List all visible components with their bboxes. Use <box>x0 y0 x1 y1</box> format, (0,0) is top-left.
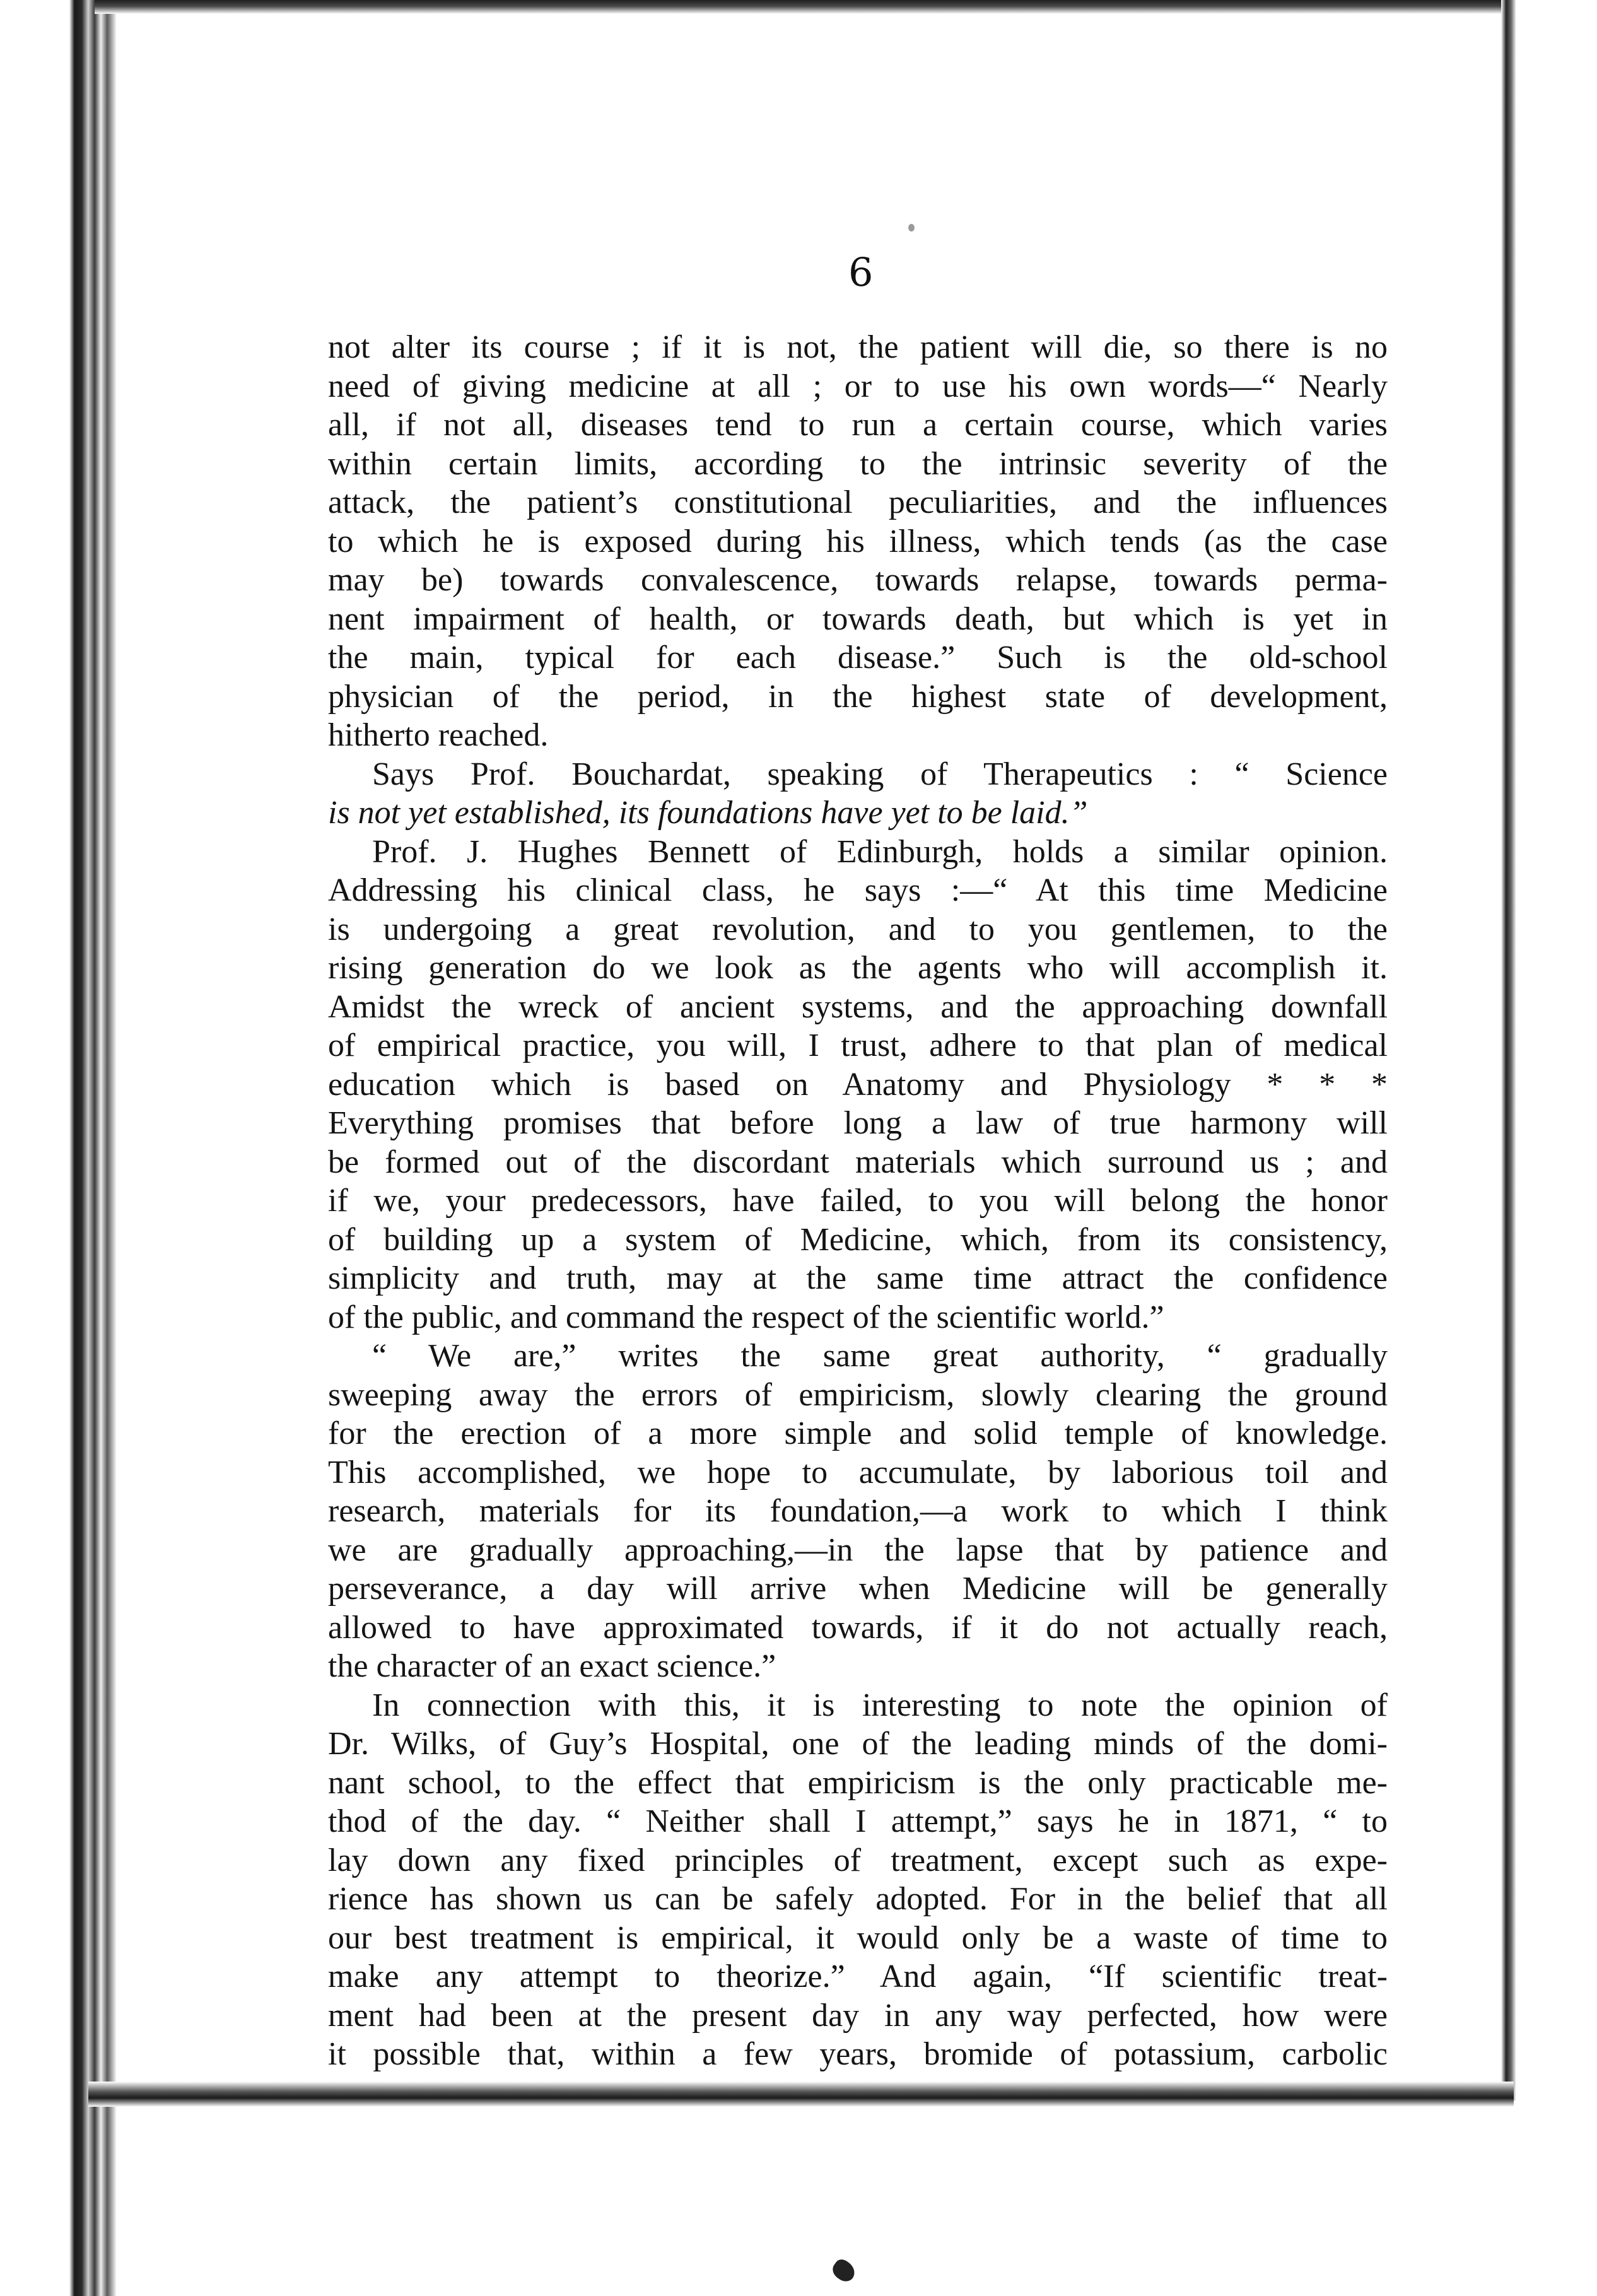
page-top-edge <box>95 0 1507 14</box>
text-line: rience has shown us can be safely adopted. For in the belief that all <box>328 1881 1388 1917</box>
text-line: within certain limits, according to the intrinsic severity of the <box>328 445 1388 482</box>
text-line: need of giving medicine at all ; or to use his own words—“ Nearly <box>328 368 1388 404</box>
scan-smudge <box>829 2256 859 2285</box>
text-line: make any attempt to theorize.” And again, “If scientific treat- <box>328 1959 1388 1994</box>
text-line: of empirical practice, you will, I trust, adhere to that plan of medical <box>328 1028 1388 1063</box>
text-line: thod of the day. “ Neither shall I attempt,” says he in 1871, “ to <box>328 1803 1388 1839</box>
text-line: “ We are,” writes the same great authority, “ gradually <box>372 1338 1388 1374</box>
text-line: nant school, to the effect that empiricism is the only practicable me- <box>328 1764 1388 1801</box>
text-line: This accomplished, we hope to accumulate, by laborious toil and <box>328 1454 1388 1491</box>
text-line: the character of an exact science.” <box>328 1648 776 1684</box>
text-line: Prof. J. Hughes Bennett of Edinburgh, holds a similar opinion. <box>372 833 1388 870</box>
text-line: of the public, and command the respect of the scientific world.” <box>328 1299 1164 1335</box>
text-line: Says Prof. Bouchardat, speaking of Therapeutics : “ Science <box>372 756 1388 792</box>
text-line: rising generation do we look as the agents who will accomplish it. <box>328 950 1388 986</box>
text-line: it possible that, within a few years, bromide of potassium, carbolic <box>328 2036 1388 2072</box>
text-line: nent impairment of health, or towards death, but which is yet in <box>328 600 1388 637</box>
text-line: In connection with this, it is interesting to note the opinion of <box>372 1687 1388 1723</box>
text-line: lay down any fixed principles of treatment, except such as expe- <box>328 1842 1388 1878</box>
text-line: for the erection of a more simple and solid temple of knowledge. <box>328 1415 1388 1451</box>
text-line: education which is based on Anatomy and Physiology * * * <box>328 1066 1388 1103</box>
body-text <box>328 328 1388 2074</box>
scan-dust-speck <box>908 224 915 231</box>
book-binding-edge <box>0 0 126 2296</box>
text-line: we are gradually approaching,—in the lapse that by patience and <box>328 1532 1388 1568</box>
text-line: Dr. Wilks, of Guy’s Hospital, one of the leading minds of the domi- <box>328 1726 1388 1762</box>
text-line: not alter its course ; if it is not, the patient will die, so there is no <box>328 329 1388 365</box>
text-line: Everything promises that before long a law of true harmony will <box>328 1105 1388 1141</box>
text-line: attack, the patient’s constitutional peculiarities, and the influences <box>328 484 1388 520</box>
page-number: 6 <box>848 249 874 295</box>
text-line: simplicity and truth, may at the same time attract the confidence <box>328 1260 1388 1296</box>
text-line: Addressing his clinical class, he says :—“ At this time Medicine <box>328 872 1388 908</box>
text-line: perseverance, a day will arrive when Medicine will be generally <box>328 1571 1388 1607</box>
text-line: is not yet established, its foundations have yet to be laid.” <box>328 795 1088 831</box>
text-line: if we, your predecessors, have failed, to you will belong the honor <box>328 1183 1388 1219</box>
text-line: allowed to have approximated towards, if it do not actually reach, <box>328 1609 1388 1646</box>
text-line: hitherto reached. <box>328 717 549 753</box>
text-line: Amidst the wreck of ancient systems, and the approaching downfall <box>328 988 1388 1025</box>
text-line: be formed out of the discordant materials which surround us ; and <box>328 1144 1388 1180</box>
text-line: physician of the period, in the highest state of development, <box>328 678 1388 715</box>
text-line: the main, typical for each disease.” Such is the old-school <box>328 640 1388 676</box>
text-line: is undergoing a great revolution, and to you gentlemen, to the <box>328 911 1388 947</box>
text-line: ment had been at the present day in any way perfected, how were <box>328 1997 1388 2034</box>
text-line: all, if not all, diseases tend to run a certain course, which varies <box>328 407 1388 443</box>
text-line: to which he is exposed during his illness, which tends (as the case <box>328 523 1388 559</box>
text-line: of building up a system of Medicine, which, from its consistency, <box>328 1221 1388 1258</box>
text-line: may be) towards convalescence, towards relapse, towards perma- <box>328 562 1388 598</box>
page-bottom-edge <box>88 2082 1514 2107</box>
page-right-edge <box>1501 0 1516 2100</box>
text-line: our best treatment is empirical, it would only be a waste of time to <box>328 1919 1388 1956</box>
text-line: research, materials for its foundation,—a work to which I think <box>328 1493 1388 1529</box>
text-line: sweeping away the errors of empiricism, slowly clearing the ground <box>328 1376 1388 1413</box>
